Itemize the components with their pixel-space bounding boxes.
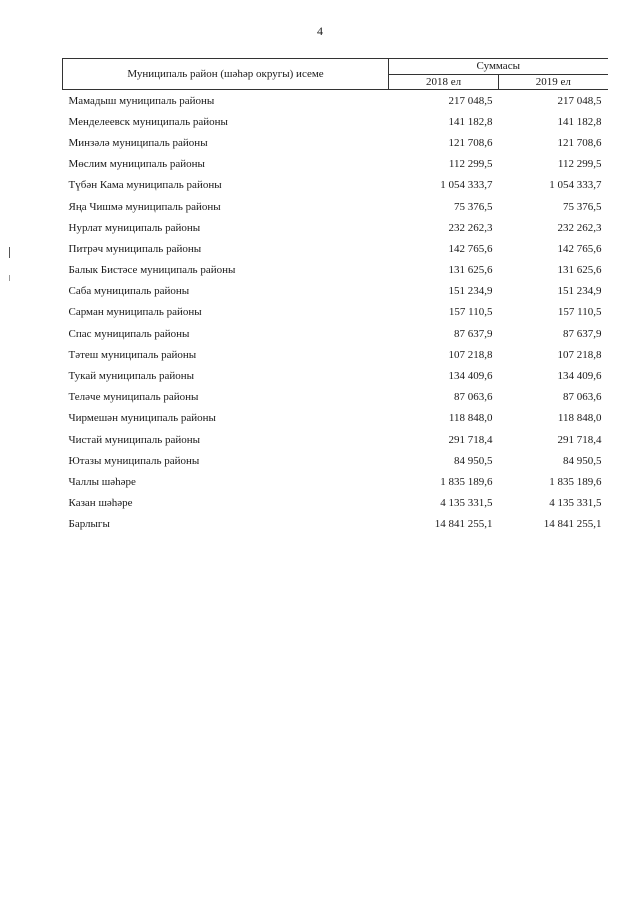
table-row <box>63 90 608 112</box>
value-2019-cell: 142 765,6 <box>557 242 602 255</box>
value-2019-cell: 141 182,8 <box>557 115 602 128</box>
value-2019-cell: 84 950,5 <box>563 454 602 467</box>
value-2018-cell: 134 409,6 <box>448 370 493 383</box>
value-2018-cell: 121 708,6 <box>448 136 493 149</box>
value-2018-cell: 131 625,6 <box>448 264 493 277</box>
district-name-cell: Яңа Чишмә муниципаль районы <box>68 200 221 213</box>
value-2019-cell: 1 835 189,6 <box>549 475 602 488</box>
table-row <box>63 111 608 132</box>
value-2018-cell: 291 718,4 <box>448 433 493 446</box>
value-2018-cell: 84 950,5 <box>454 454 493 467</box>
table-row <box>63 429 608 450</box>
table-row <box>63 408 608 429</box>
district-name-cell: Казан шәһәре <box>68 497 133 510</box>
value-2019-cell: 4 135 331,5 <box>549 497 602 510</box>
district-name-cell: Теләче муниципаль районы <box>68 391 199 404</box>
district-name-cell: Сарман муниципаль районы <box>68 306 202 319</box>
value-2018-cell: 141 182,8 <box>448 115 493 128</box>
value-2018-cell: 87 637,9 <box>454 327 493 340</box>
value-2018-cell: 4 135 331,5 <box>440 497 493 510</box>
year-2018-header: 2018 ел <box>389 74 499 90</box>
value-2019-cell: 118 848,0 <box>557 412 602 425</box>
value-2019-cell: 112 299,5 <box>557 158 602 171</box>
district-name-cell: Тәтеш муниципаль районы <box>68 348 197 361</box>
district-name-cell: Спас муниципаль районы <box>68 327 190 340</box>
table-row <box>63 196 608 217</box>
value-2018-cell: 14 841 255,1 <box>434 518 493 531</box>
district-name-cell: Барлыгы <box>68 518 110 531</box>
district-name-cell: Чаллы шәһәре <box>68 475 136 488</box>
table-row <box>63 260 608 281</box>
district-name-cell: Тукай муниципаль районы <box>68 370 195 383</box>
table-row <box>63 387 608 408</box>
margin-mark <box>9 247 10 258</box>
table-row <box>63 238 608 259</box>
district-name-cell: Менделеевск муниципаль районы <box>68 115 228 128</box>
page-number: 4 <box>317 24 323 38</box>
district-name-cell: Чистай муниципаль районы <box>68 433 201 446</box>
district-name-cell: Ютазы муниципаль районы <box>68 454 200 467</box>
district-name-cell: Питрәч муниципаль районы <box>68 242 202 255</box>
sum-group-header: Суммасы <box>389 59 608 75</box>
district-name-cell: Мөслим муниципаль районы <box>68 158 205 171</box>
table-row <box>63 344 608 365</box>
value-2018-cell: 75 376,5 <box>454 200 493 213</box>
value-2018-cell: 151 234,9 <box>448 285 493 298</box>
table-row <box>63 132 608 153</box>
value-2019-cell: 157 110,5 <box>557 306 602 319</box>
district-name-cell: Саба муниципаль районы <box>68 285 190 298</box>
value-2018-cell: 1 054 333,7 <box>440 179 493 192</box>
table-row <box>63 154 608 175</box>
table-row <box>63 302 608 323</box>
margin-mark <box>9 275 10 281</box>
table-row <box>63 365 608 386</box>
district-name-header: Муниципаль район (шәһәр округы) исеме <box>63 59 389 90</box>
value-2019-cell: 134 409,6 <box>557 370 602 383</box>
value-2018-cell: 107 218,8 <box>448 348 493 361</box>
district-name-cell: Нурлат муниципаль районы <box>68 221 201 234</box>
table-row <box>63 217 608 238</box>
value-2019-cell: 14 841 255,1 <box>543 518 602 531</box>
table-row <box>63 323 608 344</box>
table-row <box>63 175 608 196</box>
district-name-cell: Чирмешән муниципаль районы <box>68 412 216 425</box>
table-row <box>63 450 608 471</box>
value-2019-cell: 121 708,6 <box>557 136 602 149</box>
district-name-cell: Минзәлә муниципаль районы <box>68 136 208 149</box>
value-2018-cell: 112 299,5 <box>448 158 493 171</box>
district-name-cell: Балык Бистәсе муниципаль районы <box>68 264 236 277</box>
value-2018-cell: 232 262,3 <box>448 221 493 234</box>
value-2019-cell: 151 234,9 <box>557 285 602 298</box>
district-name-cell: Мамадыш муниципаль районы <box>68 94 215 107</box>
table-row <box>63 281 608 302</box>
value-2019-cell: 107 218,8 <box>557 348 602 361</box>
value-2018-cell: 118 848,0 <box>448 412 493 425</box>
value-2019-cell: 87 063,6 <box>563 391 602 404</box>
value-2019-cell: 87 637,9 <box>563 327 602 340</box>
value-2018-cell: 217 048,5 <box>448 94 493 107</box>
value-2019-cell: 131 625,6 <box>557 264 602 277</box>
value-2019-cell: 75 376,5 <box>563 200 602 213</box>
table-row <box>63 471 608 492</box>
year-2019-header: 2019 ел <box>499 74 608 90</box>
table-row <box>63 514 608 535</box>
value-2019-cell: 232 262,3 <box>557 221 602 234</box>
value-2019-cell: 1 054 333,7 <box>549 179 602 192</box>
value-2019-cell: 217 048,5 <box>557 94 602 107</box>
table-body <box>63 90 608 535</box>
district-sums-table <box>62 58 608 535</box>
value-2018-cell: 157 110,5 <box>448 306 493 319</box>
value-2019-cell: 291 718,4 <box>557 433 602 446</box>
table-row <box>63 493 608 514</box>
value-2018-cell: 87 063,6 <box>454 391 493 404</box>
value-2018-cell: 1 835 189,6 <box>440 475 493 488</box>
district-name-cell: Түбән Кама муниципаль районы <box>68 179 222 192</box>
value-2018-cell: 142 765,6 <box>448 242 493 255</box>
